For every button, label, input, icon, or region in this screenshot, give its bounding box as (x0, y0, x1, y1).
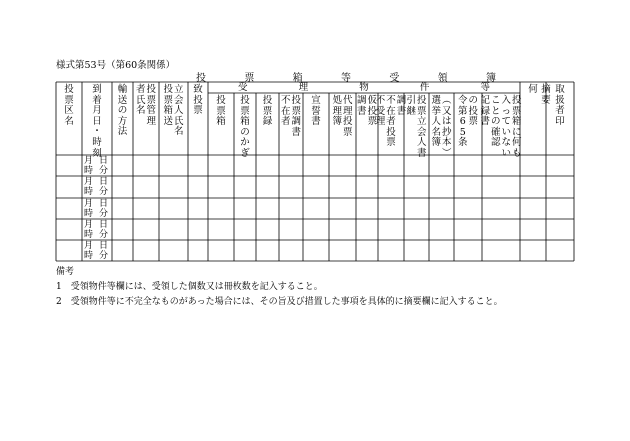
col-district: 投 票 区 名 (64, 84, 74, 127)
arrival-hour-minute: 時 分 (83, 187, 108, 197)
col-absentee-book: 不 在 者 投 票 調 書 (280, 95, 302, 138)
form-label: 様式第53号（第60条関係） (56, 60, 176, 71)
note-1: 1 受領物件等欄には、受領した個数又は冊枚数を記入すること。 (56, 282, 323, 292)
arrival-month-day: 月 日 (83, 199, 108, 209)
col-box: 投 票 箱 (216, 95, 226, 128)
arrival-month-day: 月 日 (83, 177, 108, 187)
arrival-month-day: 月 日 (83, 241, 108, 251)
col-what: 何 (528, 84, 538, 95)
col-witness: 投 票 箱 送 立 会 人 氏 名 (163, 84, 184, 138)
col-no-record: 記 録 書 こ と の 確 認 入 っ て い な い 投 票 箱 に 何 も (480, 95, 522, 159)
arrival-month-day: 月 日 (83, 156, 108, 166)
arrival-hour-minute: 時 分 (83, 251, 108, 261)
table-title: 投 票 箱 等 受 領 簿 (196, 73, 496, 84)
notes-title: 備考 (56, 267, 75, 277)
col-manager: 者 氏 名 投 票 管 理 (135, 84, 157, 127)
arrival-hour-minute: 時 分 (83, 209, 108, 219)
col-arrival: 到 着 月 日 ・ 時 刻 (92, 84, 102, 159)
arrival-hour-minute: 時 分 (83, 230, 108, 240)
col-transport: 輸 送 の 方 法 (117, 84, 128, 138)
col-handover: 引 継 投 票 立 会 人 書 (406, 95, 427, 159)
col-key: 投 票 箱 の か ぎ (240, 95, 250, 159)
arrival-hour-minute: 時 分 (83, 166, 108, 176)
col-voter-list: 選 挙 人 名 簿 ︵ 又 は 抄 本 ︶ (431, 95, 452, 159)
col-provisional: 調 書 仮 投 票 (356, 95, 378, 128)
col-proxy: 処 理 簿 代 理 投 票 (332, 95, 353, 138)
arrival-month-day: 月 日 (83, 220, 108, 230)
col-receiver: 取 扱 者 印 (555, 84, 565, 127)
col-non-acceptance: 不 受 理 不 在 者 投 票 調 書 (375, 95, 407, 149)
note-2: 2 受領物件等に不完全なものがあった場合には、その旨及び措置した事項を具体的に摘要欄に記入すること。 (56, 297, 503, 307)
col-witness-sub: 致 投 票 (193, 84, 203, 117)
col-oath: 宣 誓 書 (311, 95, 321, 128)
col-record: 投 票 録 (262, 95, 273, 128)
group-header-received: 受 理 物 件 等 (238, 82, 490, 93)
col-art65: 令 第 6 5 条 の 投 票 (457, 95, 479, 149)
